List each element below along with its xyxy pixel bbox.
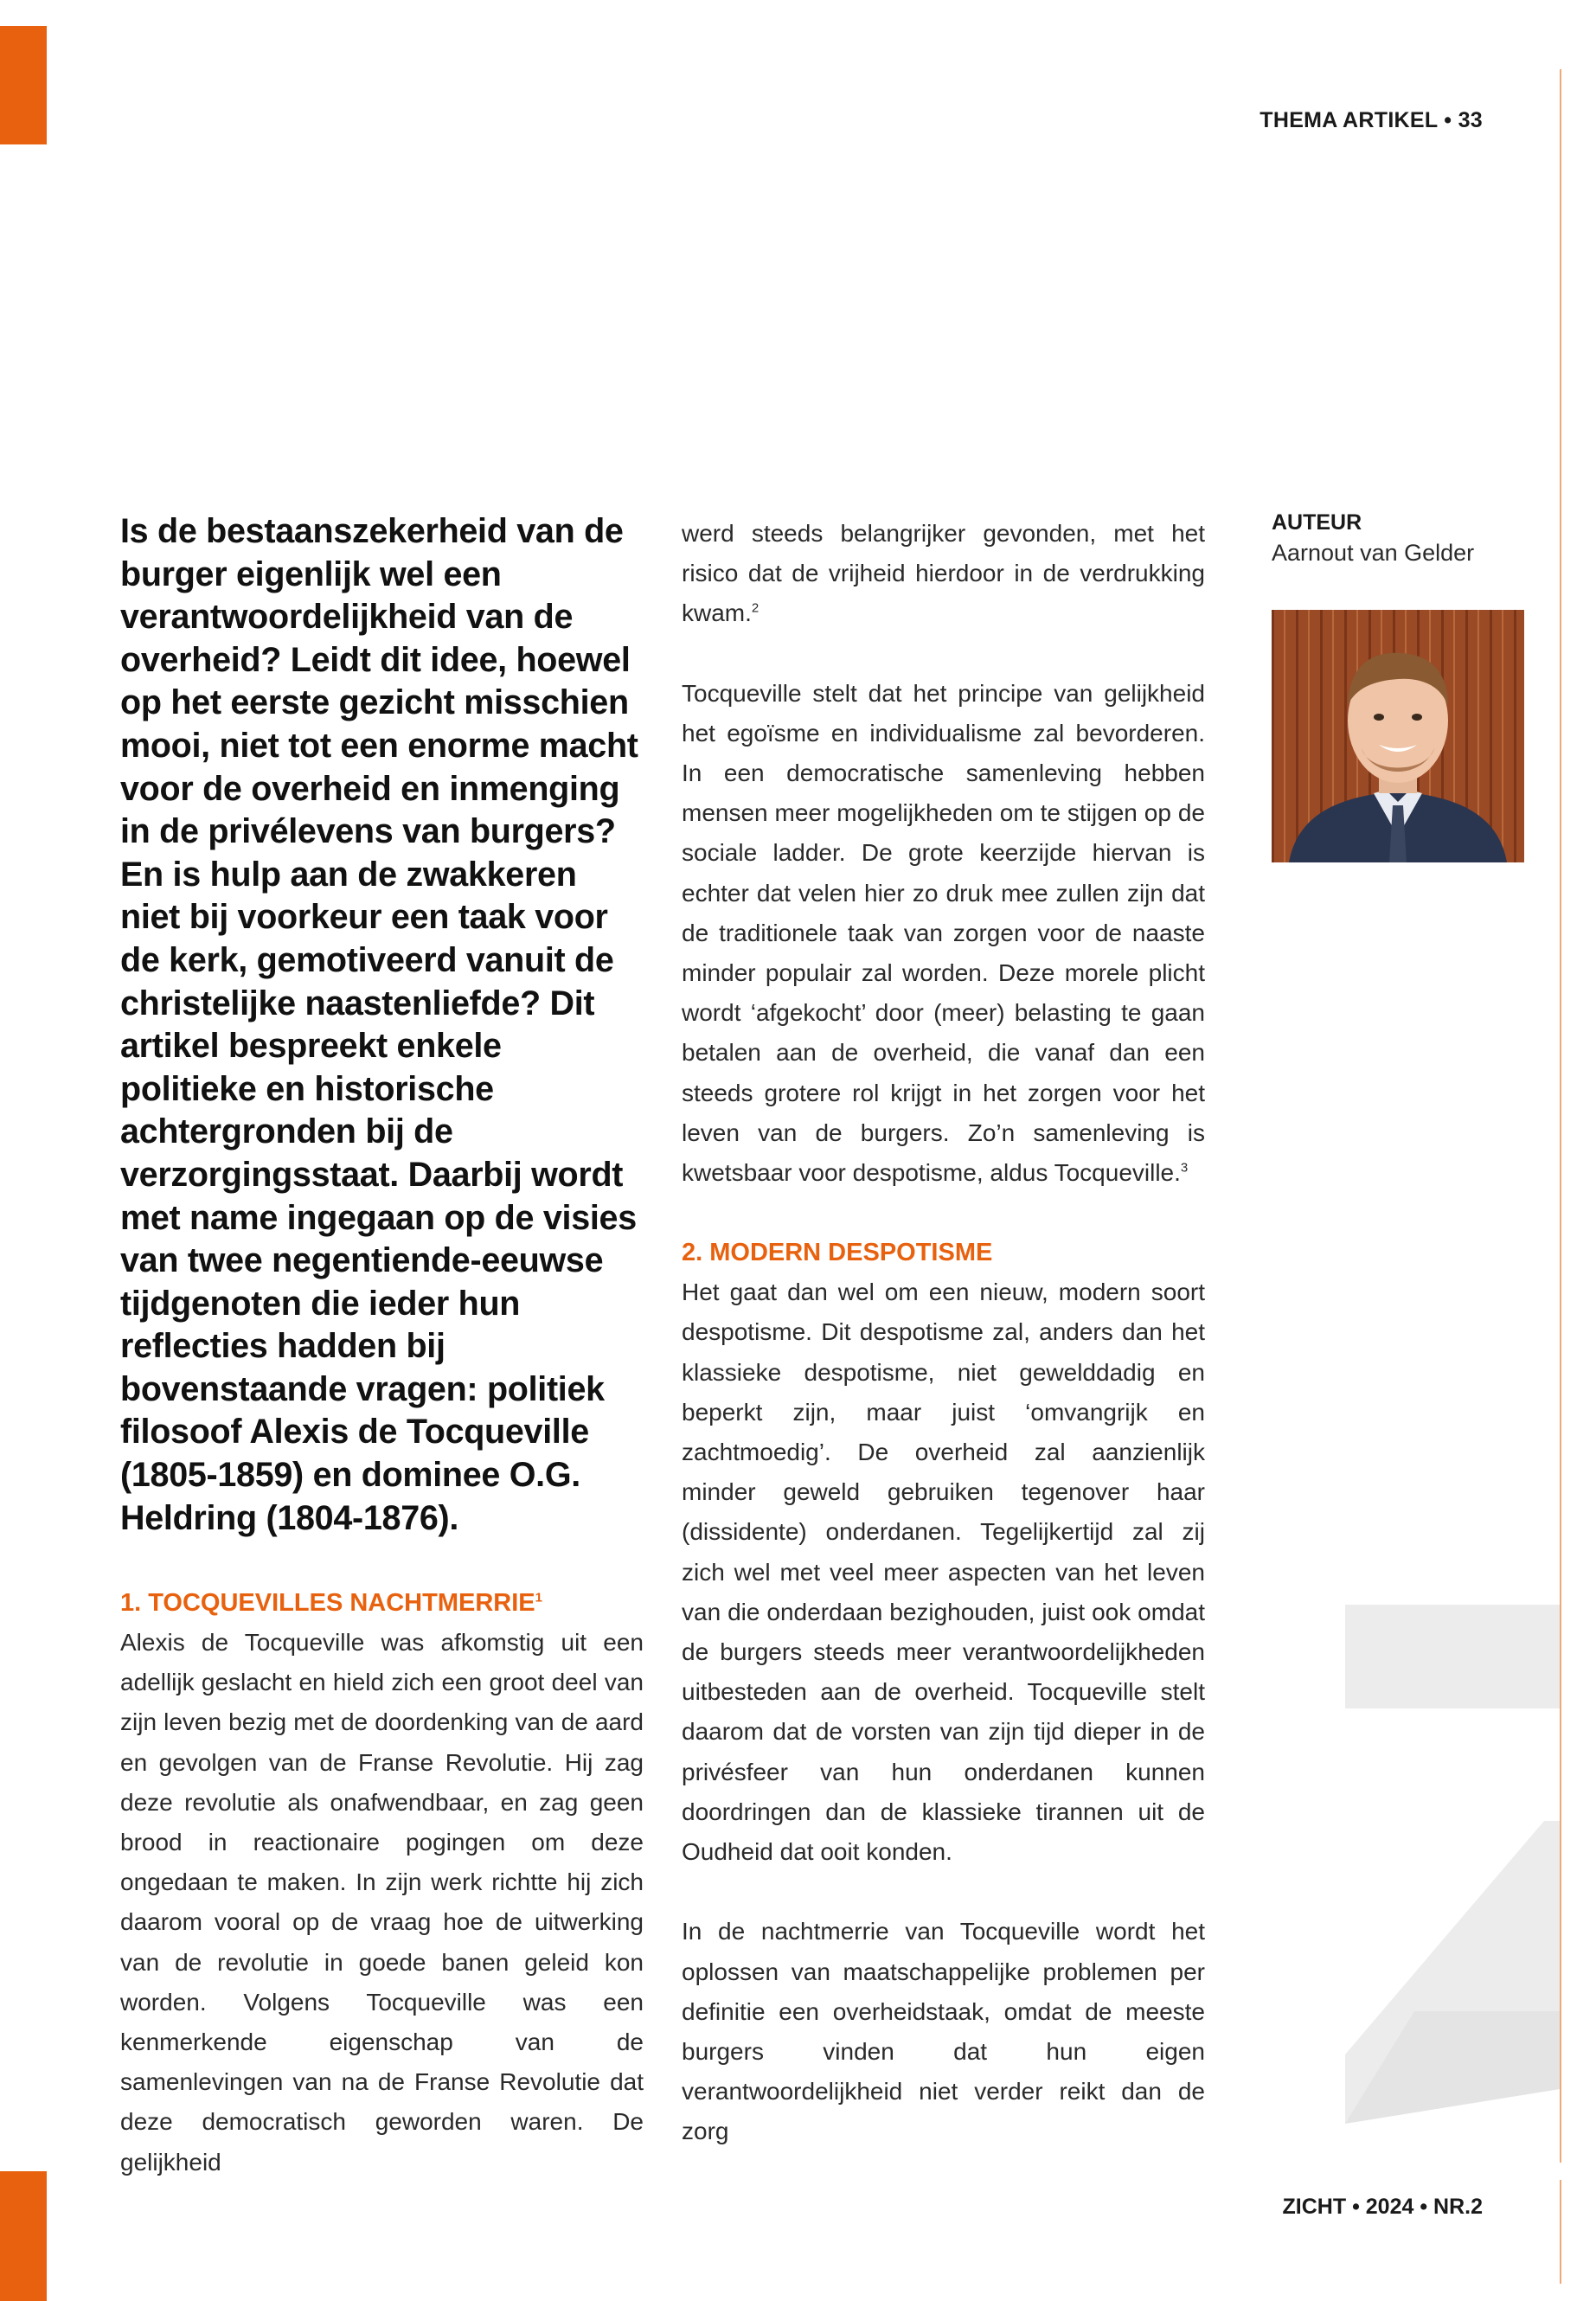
section-label: THEMA ARTIKEL	[1259, 108, 1439, 132]
margin-rule-footer	[1560, 2180, 1561, 2284]
running-header	[1259, 108, 1483, 133]
footnote-marker: 3	[1180, 1160, 1189, 1176]
intro-lead: Is de bestaanszekerheid van de burger eigenlijk wel een verantwoordelijkheid van de overheid? Leidt dit idee, hoewel op het eerste gezicht misschien mooi, niet tot een enorme macht voor de overheid en inmenging in de privélevens van burgers? En is hulp aan de zwakkeren niet bij voorkeur een taak voor de kerk, gemotiveerd vanuit de christelijke naastenliefde? Dit artikel bespreekt enkele politieke en historische achtergronden bij de verzorgingsstaat. Daarbij wordt met name ingegaan op de visies van twee negentiende-eeuwse tijdgenoten die ieder hun reflecties hadden bij bovenstaande vragen: politiek filosoof Alexis de Tocqueville (1805-1859) en dominee O.G. Heldring (1804-1876).	[120, 512, 638, 1537]
footnote-marker: 2	[751, 601, 760, 617]
footnote-marker: 1	[535, 1590, 542, 1606]
header-separator: •	[1444, 108, 1452, 132]
orange-edge-bar-bottom	[0, 2171, 47, 2301]
author-label: AUTEUR	[1272, 510, 1362, 535]
author-name: Aarnout van Gelder	[1272, 540, 1475, 566]
section-heading-2: 2. MODERN DESPOTISME	[682, 1239, 993, 1267]
paragraph: werd steeds belangrijker gevonden, met het risico dat de vrijheid hierdoor in de verdrukking kwam.$^2$	[682, 520, 1205, 627]
paragraph: Tocqueville stelt dat het principe van gelijkheid het egoïsme en individualisme zal bevorderen. In een democratische samenleving hebben mensen meer mogelijkheden om te stijgen op de sociale ladder. De grote keerzijde hiervan is echter dat velen hier zo druk mee zullen zijn dat de traditionele taak van zorgen voor de naaste minder populair zal worden. Deze morele plicht wordt ‘afgekocht’ door (meer) belasting te gaan betalen aan de overheid, die vanaf dan een steeds grotere rol krijgt in het zorgen voor het leven van de burgers. Zo’n samenleving is kwetsbaar voor despotisme, aldus Tocqueville.$^3$	[682, 679, 1205, 1187]
paragraph: Het gaat dan wel om een nieuw, modern soort despotisme. Dit despotisme zal, anders dan het klassieke despotisme, niet gewelddadig en beperkt zijn, maar juist ‘omvangrijk en zachtmoedig’. De overheid zal aanzienlijk minder geweld gebruiken tegenover haar (dissidente) onderdanen. Tegelijkertijd zal zij zich wel met veel meer aspecten van het leven van die onderdaan bezighouden, juist ook omdat de burgers steeds meer verantwoordelijkheden uitbesteden aan de overheid. Tocqueville stelt daarom dat de vorsten van zijn tijd dieper in de privésfeer van hun onderdanen kunnen doordringen dan de klassieke tirannen uit de Oudheid dat ooit konden.	[682, 1279, 1205, 1866]
section-heading-1: 1. TOCQUEVILLES NACHTMERRIE$^1$	[120, 1589, 542, 1617]
author-photo	[1272, 610, 1524, 862]
column-left	[120, 1583, 644, 2182]
page-number: 33	[1458, 108, 1483, 132]
decorative-letter-shape	[1345, 1605, 1560, 2124]
paragraph: In de nachtmerrie van Tocqueville wordt het oplossen van maatschappelijke problemen per definitie een overheidstaak, omdat de meeste burgers vinden dat hun eigen verantwoordelijkheid niet verder reikt dan de zorg	[682, 1918, 1205, 2145]
paragraph: Alexis de Tocqueville was afkomstig uit een adellijk geslacht en hield zich een groot deel van zijn leven bezig met de doordenking van de aard en gevolgen van de Franse Revolutie. Hij zag deze revolutie als onafwendbaar, en zag geen brood in reactionaire pogingen om deze ongedaan te maken. In zijn werk richtte hij zich daarom vooral op de vraag hoe de uitwerking van de revolutie in goede banen geleid kon worden. Volgens Tocqueville was een kenmerkende eigenschap van de samenlevingen van na de Franse Revolutie dat deze democratisch geworden waren. De gelijkheid	[120, 1629, 644, 2176]
orange-edge-bar-top	[0, 26, 47, 144]
running-footer: ZICHT • 2024 • NR.2	[1282, 2195, 1483, 2219]
margin-rule	[1560, 69, 1561, 2163]
column-right	[682, 514, 1205, 2152]
